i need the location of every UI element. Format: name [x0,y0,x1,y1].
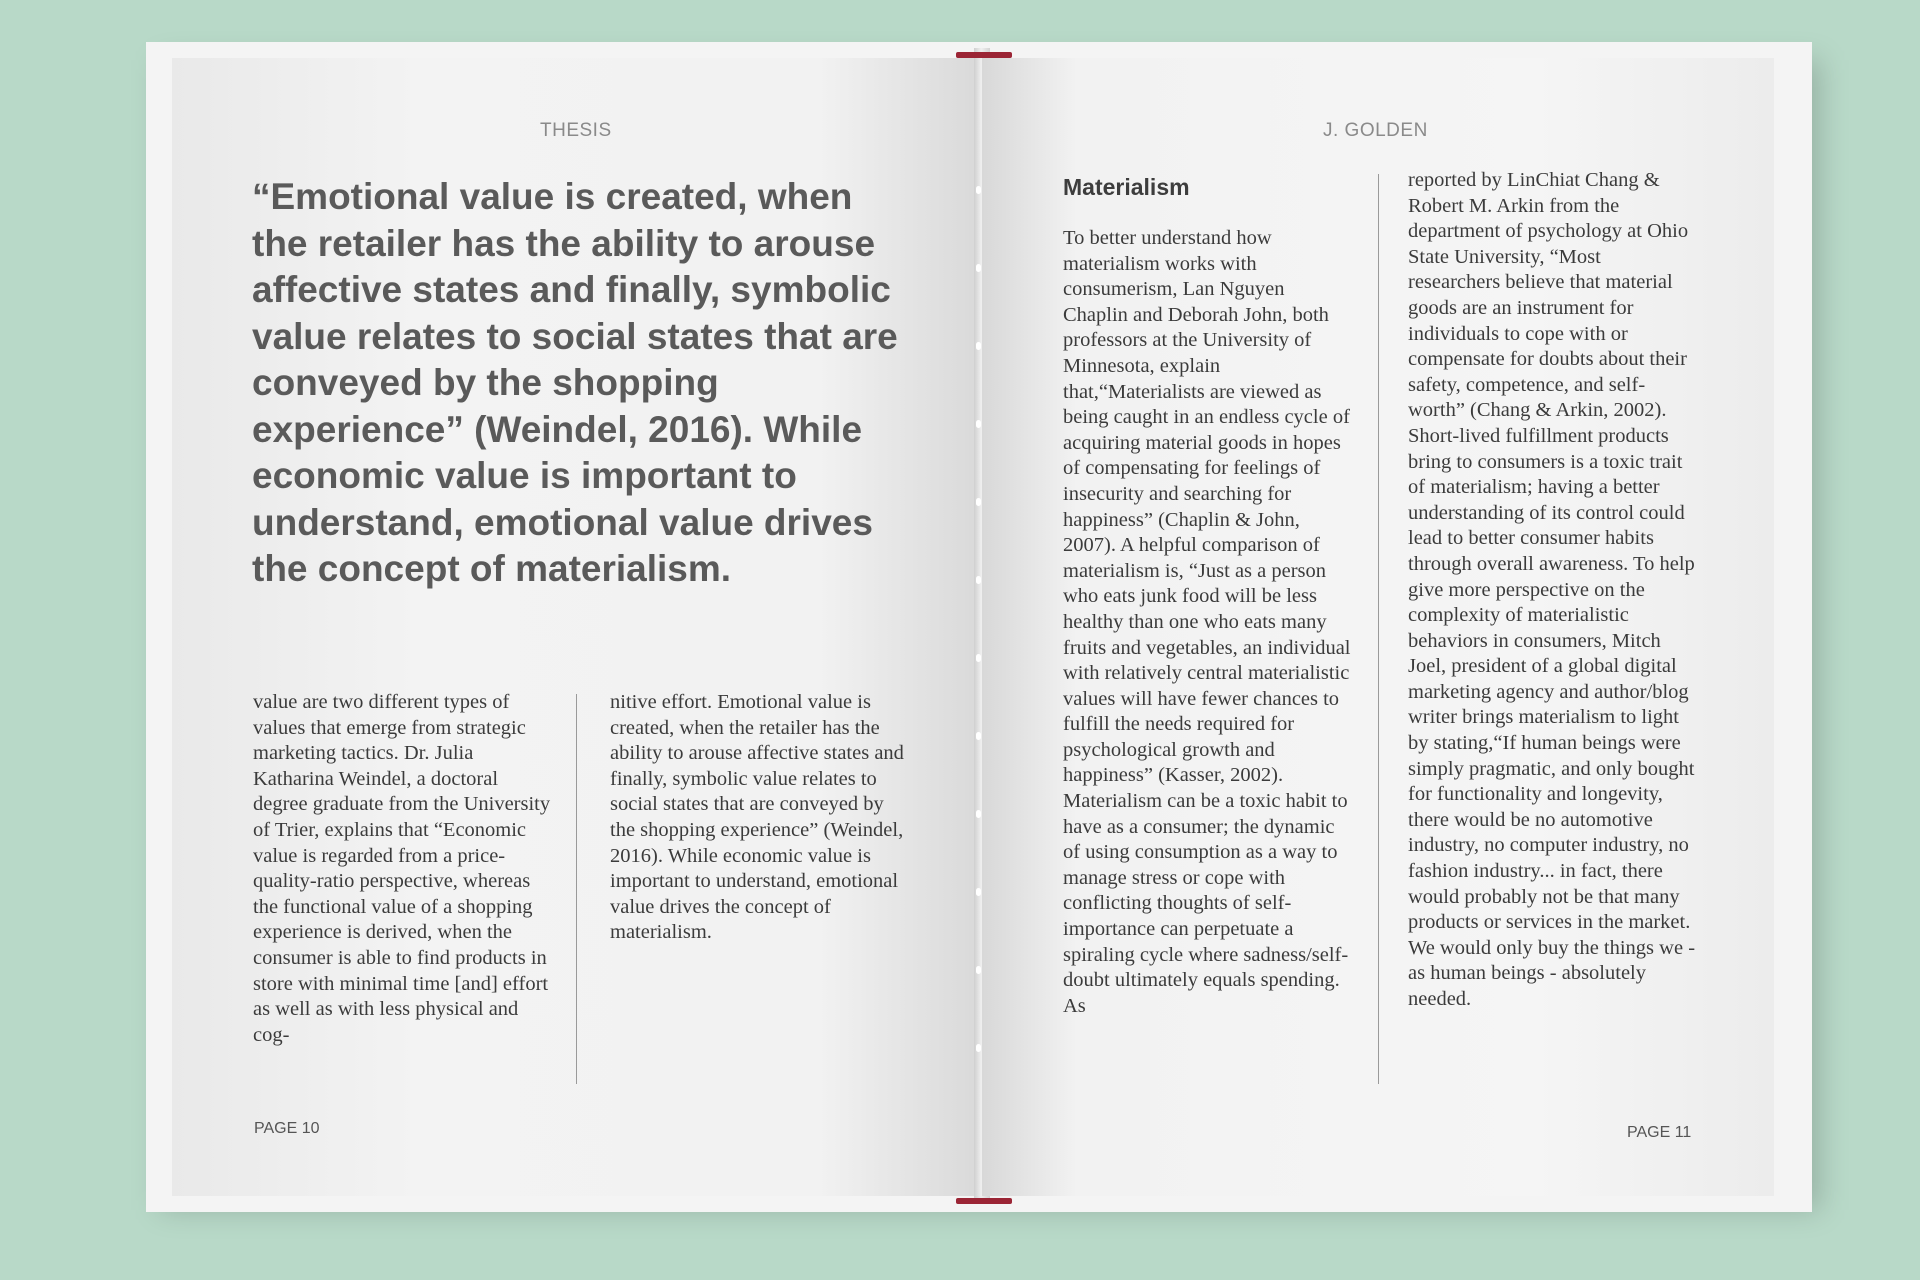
column-divider-right [1378,174,1379,1084]
binding-stitch [976,654,981,662]
page-number-left: PAGE 10 [254,1120,320,1137]
right-body-column-2: reported by LinChiat Chang & Robert M. Arkin from the department of psychology at Ohio State University, “Most researchers believe that material goods are an instrument for individuals to cope with or compensate for doubts about their safety, competence, and self-worth” (Chang & Arkin, 2002). Short-lived fulfillment products bring to consumers is a toxic trait of materialism; having a better understanding of its control could lead to better consumer habits through overall awareness. To help give more perspective on the complexity of materialistic behaviors in consumers, Mitch Joel, president of a global digital marketing agency and author/blog writer brings materialism to light by stating,“If human beings were simply pragmatic, and only bought for functionality and longevity, there would be no automotive industry, no computer industry, no fashion industry... in fact, there would probably not be that many products or services in the market. We would only buy the things we - as human beings - absolutely needed. [1408,169,1696,1010]
binding-stitch [976,966,981,974]
binding-stitch [976,264,981,272]
binding-stitch [976,810,981,818]
pull-quote: “Emotional value is created, when the retailer has the ability to arouse affective states and finally, symbolic value relates to social states that are conveyed by the shopping experience” (Weindel, 2016). While economic value is important to understand, emotional value drives the concept of materialism. [252,176,898,589]
left-body-column-2: nitive effort. Emotional value is created, when the retailer has the ability to arouse affective states and finally, symbolic value relates to social states that are conveyed by the shopping experience” (Weindel, 2016). While economic value is important to understand, emotional value drives the concept of materialism. [610,691,904,944]
column-divider-left [576,694,577,1084]
bookmark-ribbon-bottom [956,1198,1012,1204]
binding-stitch [976,420,981,428]
right-body-column-1: To better understand how materialism works with consumerism, Lan Nguyen Chaplin and Deborah John, both professors at the University of Minnesota, explain that,“Materialists are viewed as being caught in an endless cycle of acquiring material goods in hopes of compensating for feelings of insecurity and searching for happiness” (Chaplin & John, 2007). A helpful comparison of materialism is, “Just as a person who eats junk food will be less healthy than one who eats many fruits and vegetables, an individual with relatively central materialistic values will have fewer chances to fulfill the needs required for psychological growth and happiness” (Kasser, 2002). Materialism can be a toxic habit to have as a consumer; the dynamic of using consumption as a way to manage stress or cope with conflicting thoughts of self-importance can perpetuate a spiraling cycle where sadness/self-doubt ultimately equals spending. As [1063,227,1351,1017]
section-title: Materialism [1063,174,1190,200]
right-page [982,58,1774,1196]
binding-stitch [976,888,981,896]
binding-stitch [976,732,981,740]
binding-stitch [976,342,981,350]
binding-stitch [976,1044,981,1052]
binding-stitch [976,576,981,584]
running-head-left: THESIS [540,120,612,141]
binding-stitch [976,498,981,506]
binding-stitch [976,186,981,194]
left-page [172,58,980,1196]
left-body-column-1: value are two different types of values that emerge from strategic marketing tactics. Dr. Julia Katharina Weindel, a doctoral degree graduate from the University of Trier, explains that “Economic value is regarded from a price-quality-ratio perspective, whereas the functional value of a shopping experience is derived, when the consumer is able to find products in store with minimal time [and] effort as well as with less physical and cog- [253,691,551,1046]
running-head-right: J. GOLDEN [1323,120,1428,141]
page-number-right: PAGE 11 [1627,1124,1692,1141]
